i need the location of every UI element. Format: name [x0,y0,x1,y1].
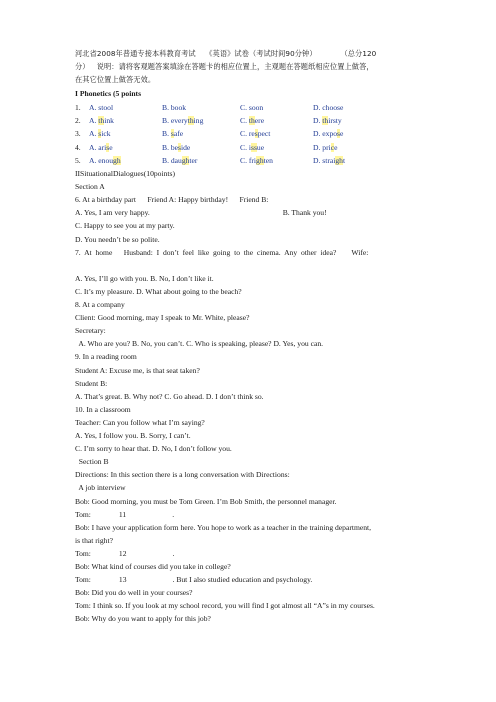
phonetic-option [162,116,203,126]
text-line: 6. At a birthday part Friend A: Happy birthday! Friend B: [75,195,269,205]
text-line: Bob: I have your application form here. You hope to work as a teacher in the training department, [75,522,372,532]
blank-tail: . But I also studied education and psychology. [172,575,313,585]
option-highlight: ss [250,142,257,152]
phonetic-option [313,103,343,113]
option-text-post: ick [101,129,111,139]
phonetic-option [313,156,345,166]
option-text-pre: D. strai [313,155,336,165]
text-line: 9. In a reading room [75,352,137,362]
text-line: Student A: Excuse me, is that seat taken? [75,365,200,375]
option-text-pre: D. pri [313,142,331,152]
text-line: D. You needn’t be so polite. [75,234,160,244]
phonetic-option [89,129,111,139]
option-text-post: ten [263,155,273,165]
option-highlight: gh [181,155,190,165]
option-text-pre: D. [313,116,323,126]
text-line: A. That’s great. B. Why not? C. Go ahead. D. I don’t think so. [75,391,264,401]
option-text-pre: B. dau [162,155,182,165]
phonetic-option [162,156,197,166]
text-line: Secretary: [75,326,106,336]
text-line: 10. In a classroom [75,404,131,414]
option-text-pre: A. ari [89,142,107,152]
phonetic-option [313,129,343,139]
text-line: C. It’s my pleasure. D. What about going to the beach? [75,286,242,296]
header-line-1: 河北省2008年普通专接本科教育考试 《英语》试卷（考试时间90分钟） （总分120 [75,49,377,58]
phonetic-option [89,116,114,126]
option-text-pre: A. [89,116,99,126]
blank-number: 12 [118,548,127,558]
text-line: Directions: In this section there is a long conversation with Directions: [75,470,290,480]
option-highlight: th [98,116,105,126]
option-text-post: stool [98,103,114,112]
option-highlight: s [178,142,181,152]
option-text-pre: B. every [162,116,188,126]
text-line: Student B: [75,378,108,388]
phonetic-question-number: 1. [75,103,81,112]
phonetic-option [240,129,270,139]
phonetic-option [313,143,337,153]
option-text-post: ter [189,155,198,165]
text-line: IISituationalDialogues(10points) [75,169,175,178]
text-line: C. I’m sorry to hear that. D. No, I don’t follow you. [75,444,232,454]
answer-blank-line [75,575,312,585]
option-highlight: s [254,129,258,139]
text-line: Section B [75,457,109,467]
option-text-pre: D. expo [313,129,338,139]
option-text-pre: A. enou [89,155,114,165]
option-text-post: choose [322,103,344,112]
text-line: C. Happy to see you at my party. [75,221,175,231]
text-line: A job interview [75,483,126,493]
option-text-post: ink [104,116,114,126]
answer-blank-line [75,510,174,520]
text-line: Bob: Why do you want to apply for this job? [75,614,211,624]
option-text-pre: C. fri [240,155,257,165]
speaker-label: Tom: [75,575,91,585]
blank-number: 13 [118,575,127,585]
option-highlight: gh [335,155,343,165]
option-text-post: book [170,103,187,112]
phonetic-option [240,116,264,126]
option-highlight: s [170,129,174,139]
text-line: Bob: Did you do well in your courses? [75,588,193,598]
option-text-pre: B. [162,129,171,139]
text-line: A. Yes, I follow you. B. Sorry, I can’t. [75,431,191,440]
option-highlight: th [248,116,255,126]
text-line: Bob: Good morning, you must be Tom Green. I’m Bob Smith, the personnel manager. [75,496,337,506]
header-line-2: 分） 说明：请将客观题答案填涂在答题卡的相应位置上，主观题在答题纸相应位置上做答， [75,62,374,71]
phonetic-option [89,103,113,113]
blank-tail: . [172,548,175,558]
phonetic-option [240,143,264,153]
text-line: is that right? [75,535,113,545]
option-text-pre: A. [89,103,99,112]
option-text-pre: D. [313,103,323,112]
option-text-post: ide [181,142,191,152]
option-text-post: e [109,142,113,152]
phonetic-option [313,116,342,126]
option-text-pre: C. [240,103,249,112]
phonetic-question-number: 4. [75,142,81,152]
text-line: A. Who are you? B. No, you can’t. C. Who is speaking, please? D. Yes, you can. [75,339,324,349]
option-text-pre: C. re [240,129,255,139]
header-line-3: 在其它位置上做答无效。 [75,75,156,84]
text-line: Tom: I think so. If you look at my school record, you will find I got almost all “A”s in my courses. [75,601,375,611]
option-text-post: afe [173,129,184,139]
phonetic-option [89,156,121,166]
phonetic-option [240,156,273,166]
blank-number: 11 [118,509,127,519]
text-line: A. Yes, I am very happy. B. Thank you! [75,208,327,218]
option-text-post: pect [257,129,271,139]
option-text-post: ing [193,116,204,126]
phonetic-question-number: 3. [75,129,81,139]
option-text-pre: C. [240,116,249,126]
option-text-post: e [340,129,344,139]
option-text-post: soon [248,103,264,112]
speaker-label: Tom: [75,509,91,519]
phonetic-option [240,103,263,113]
option-text-post: ue [256,142,265,152]
text-line: Section A [75,182,105,192]
option-text-post: t [342,155,346,165]
phonetic-question-number: 5. [75,155,81,165]
option-highlight: s [106,142,110,152]
option-highlight: th [322,116,329,126]
phonetic-option [162,143,190,153]
option-text-post: irsty [328,116,342,126]
blank-tail: . [172,509,175,519]
option-text-post: ere [254,116,265,126]
option-highlight: c [330,142,335,152]
speaker-label: Tom: [75,548,91,558]
text-line: 7. At home Husband: I don’t feel like going to the cinema. Any other idea? Wife: [75,247,369,257]
option-highlight: th [187,116,194,126]
option-highlight: gh [113,155,121,165]
text-line: Client: Good morning, may I speak to Mr. White, please? [75,313,250,323]
phonetic-option [89,143,113,153]
option-highlight: gh [256,155,264,165]
section-1-title: I Phonetics (5 points [75,89,142,98]
option-text-pre: C. i [240,142,251,152]
option-highlight: s [337,129,341,139]
phonetic-question-number: 2. [75,116,81,126]
option-text-pre: B. be [162,142,179,152]
phonetic-option [162,129,183,139]
text-line: A. Yes, I’ll go with you. B. No, I don’t like it. [75,273,214,283]
text-line: Teacher: Can you follow what I’m saying? [75,417,205,427]
text-line: 8. At a company [75,300,125,309]
option-text-post: e [334,142,338,152]
phonetic-option [162,103,186,113]
option-highlight: s [98,129,102,139]
option-text-pre: A. [89,129,99,139]
option-text-pre: B. [162,103,171,112]
text-line: Bob: What kind of courses did you take in college? [75,562,231,571]
answer-blank-line [75,549,174,559]
